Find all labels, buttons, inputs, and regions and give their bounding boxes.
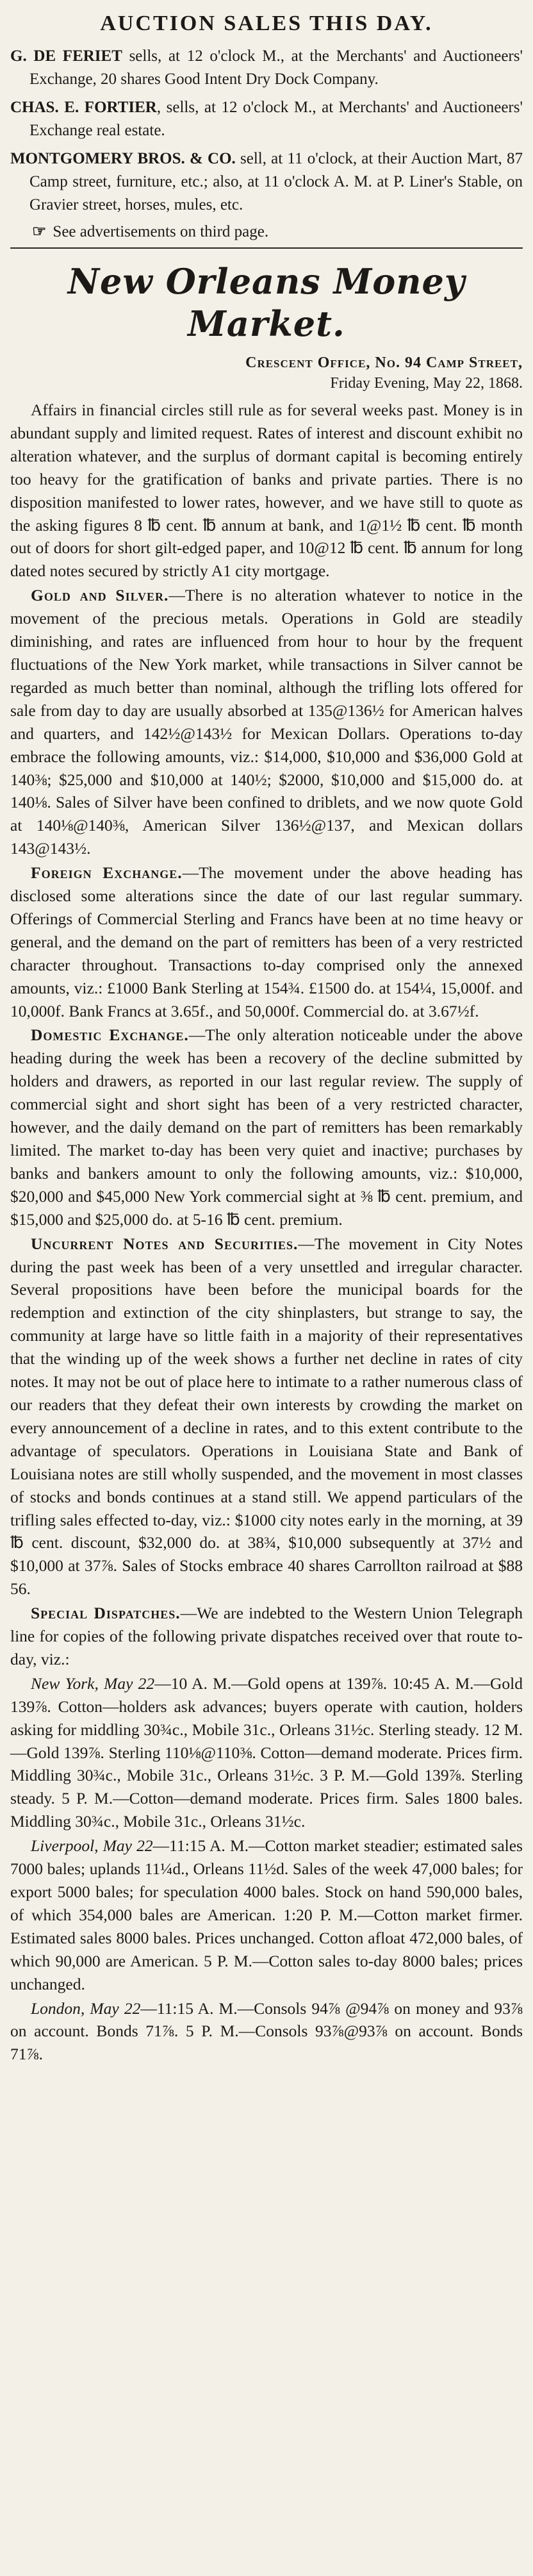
intro-paragraph: Affairs in financial circles still rule as for several weeks past. Money is in abundant supply and limited request. Rates of interest and discount exhibit no alteration whatever, and the surplus of dormant capital is becoming entirely too heavy for the gratification of banks and private parties. There is no disposition manifested to lower rates, however, and we have still to quote as the asking figures 8 ℔ cent. ℔ annum at bank, and 1@1½ ℔ cent. ℔ month out of doors for short gilt-edged paper, and 10@12 ℔ cent. ℔ annum for long dated notes secured by strictly A1 city mortgage.	[10, 401, 523, 581]
dispatch-city: Liverpool, May 22	[31, 1836, 153, 1856]
dispatch-city: London, May 22	[31, 1998, 141, 2018]
dispatch-paragraph	[10, 1834, 523, 1995]
auctioneer-name: CHAS. E. FORTIER	[10, 99, 157, 116]
auction-details: , sells, at 12 o'clock M., at Merchants' and Auctioneers' Exchange real estate.	[29, 99, 523, 139]
section-heading: Uncurrent Notes and Securities.	[31, 1234, 299, 1253]
newspaper-column	[10, 0, 523, 2066]
section-heading: Special Dispatches.	[31, 1604, 181, 1623]
section-text: —We are indebted to the Western Union Telegraph line for copies of the following private dispatches received over that route to-day, viz.:	[10, 1604, 523, 1668]
see-advertisements-note	[32, 222, 523, 241]
auction-sales-header: AUCTION SALES THIS DAY.	[100, 12, 433, 35]
auction-details: sells, at 12 o'clock M., at the Merchants' and Auctioneers' Exchange, 20 shares Good Intent Dry Dock Company.	[29, 47, 523, 88]
section-text: —The movement in City Notes during the past week has been of a very unsettled and irregular character. Several propositions have been before the municipal boards for the redemption and extinction of the city shinplasters, but strange to say, the community at large have so little faith in a majority of their representatives that the winding up of the week shows a further net decline in rates of city notes. It may not be out of place here to intimate to a rather numerous class of our readers that they defeat their own interests by crowding the market on every announcement of a decline in rates, and to this extent contribute to the advantage of speculators. Operations in Louisiana State and Bank of Louisiana notes are still wholly suspended, and the movement in most classes of stocks and bonds continues at a stand still. We append particulars of the trifling sales effected to-day, viz.: $1000 city notes early in the morning, at 39 ℔ cent. discount, $32,000 do. at 38¾, $10,000 subsequently at 37½ and $10,000 at 37⅞. Sales of Stocks embrace 40 shares Carrollton railroad at $88 56.	[10, 1234, 523, 1599]
section-text: —There is no alteration whatever to notice in the movement of the precious metals. Operations in Gold are steadily diminishing, and rates are influenced from hour to hour by the frequent fluctuations of the New York market, while transactions in Silver cannot be regarded as much better than nominal, although the trifling lots offered for sale from day to day are usually absorbed at 135@136½ for American halves and quarters, and 142½@143½ for Mexican Dollars. Operations to-day embrace the following amounts, viz.: $14,000, $10,000 and $36,000 Gold at 140⅜; $25,000 and $10,000 at 140½; $2000, $10,000 and $15,000 do. at 140⅛. Sales of Silver have been confined to driblets, and we now quote Gold at 140⅛@140⅜, American Silver 136½@137, and Mexican dollars 143@143½.	[10, 586, 523, 858]
auction-listing	[10, 45, 523, 91]
dispatch-text: —11:15 A. M.—Cotton market steadier; estimated sales 7000 bales; uplands 11¼d., Orleans 11½d. Sales of the week 47,000 bales; for export 5000 bales; for speculation 4000 bales. Stock on hand 590,000 bales, of which 354,000 bales are American. 1:20 P. M.—Cotton market firmer. Estimated sales 8000 bales. Prices unchanged. Cotton afloat 472,000 bales, of which 90,000 are American. 5 P. M.—Cotton sales to-day 8000 bales; prices unchanged.	[10, 1836, 523, 1993]
auction-listing	[10, 96, 523, 142]
pointing-hand-icon: ☞	[32, 223, 47, 240]
dispatch-city: New York, May 22	[31, 1674, 155, 1693]
section-divider	[10, 247, 523, 249]
dispatch-paragraph	[10, 1997, 523, 2066]
auction-details: sell, at 11 o'clock, at their Auction Mart, 87 Camp street, furniture, etc.; also, at 11 o'clock A. M. at P. Liner's Stable, on Gravier street, horses, mules, etc.	[29, 150, 523, 213]
section-heading: Gold and Silver.	[31, 586, 169, 605]
section-paragraph	[10, 1233, 523, 1601]
auctioneer-name: MONTGOMERY BROS. & CO.	[10, 150, 236, 167]
section-paragraph	[10, 584, 523, 860]
date-line: Friday Evening, May 22, 1868.	[330, 375, 523, 392]
dispatch-paragraph	[10, 1672, 523, 1833]
see-advertisements-text: See advertisements on third page.	[53, 223, 269, 240]
article-dateline	[10, 353, 523, 394]
office-line: Crescent Office, No. 94 Camp Street,	[245, 354, 523, 371]
section-heading: Domestic Exchange.	[31, 1026, 189, 1045]
auctioneer-name: G. DE FERIET	[10, 47, 122, 65]
section-heading: Foreign Exchange.	[31, 863, 183, 883]
section-text: —The only alteration noticeable under the above heading during the week has been a recovery of the decline submitted by holders and drawers, as reported in our last regular review. The supply of commercial sight and short sight has been of a very restricted character, however, and the daily demand on the part of remitters has been remarkably limited. The market to-day has been very quiet and inactive; purchases by banks and bankers amount to only the following amounts, viz.: $10,000, $20,000 and $45,000 New York commercial sight at ⅜ ℔ cent. premium, and $15,000 and $25,000 do. at 5-16 ℔ cent. premium.	[10, 1026, 523, 1229]
dispatch-text: —11:15 A. M.—Consols 94⅞ @94⅞ on money and 93⅞ on account. Bonds 71⅞. 5 P. M.—Consols 93⅞@93⅞ on account. Bonds 71⅞.	[10, 1998, 523, 2064]
section-paragraph	[10, 1602, 523, 1671]
dispatch-text: —10 A. M.—Gold opens at 139⅞. 10:45 A. M.—Gold 139⅞. Cotton—holders ask advances; buyers operate with caution, holders asking for middling 30¾c., Mobile 31c., Orleans 31½c. Sterling steady. 12 M.—Gold 139⅞. Sterling 110⅛@110⅜. Cotton—demand moderate. Prices firm. Middling 30¾c., Mobile 31c., Orleans 31½c. 3 P. M.—Gold 139⅞. Sterling steady. 5 P. M.—Cotton—demand moderate. Prices firm. Sales 1800 bales. Middling 30¾c., Mobile 31c., Orleans 31½c.	[10, 1674, 523, 1831]
section-paragraph	[10, 1024, 523, 1231]
section-text: —The movement under the above heading has disclosed some alterations since the date of our last regular summary. Offerings of Commercial Sterling and Francs have been at no time heavy or general, and the demand on the part of remitters has been of a very restricted character throughout. Transactions to-day comprised only the annexed amounts, viz.: £1000 Bank Sterling at 154¾. £1500 do. at 154¼, 15,000f. and 10,000f. Bank Francs at 3.65f., and 50,000f. Commercial do. at 3.67½f.	[10, 863, 523, 1020]
section-paragraph	[10, 861, 523, 1022]
auction-listing	[10, 147, 523, 217]
article-title: New Orleans Money Market.	[67, 261, 466, 344]
